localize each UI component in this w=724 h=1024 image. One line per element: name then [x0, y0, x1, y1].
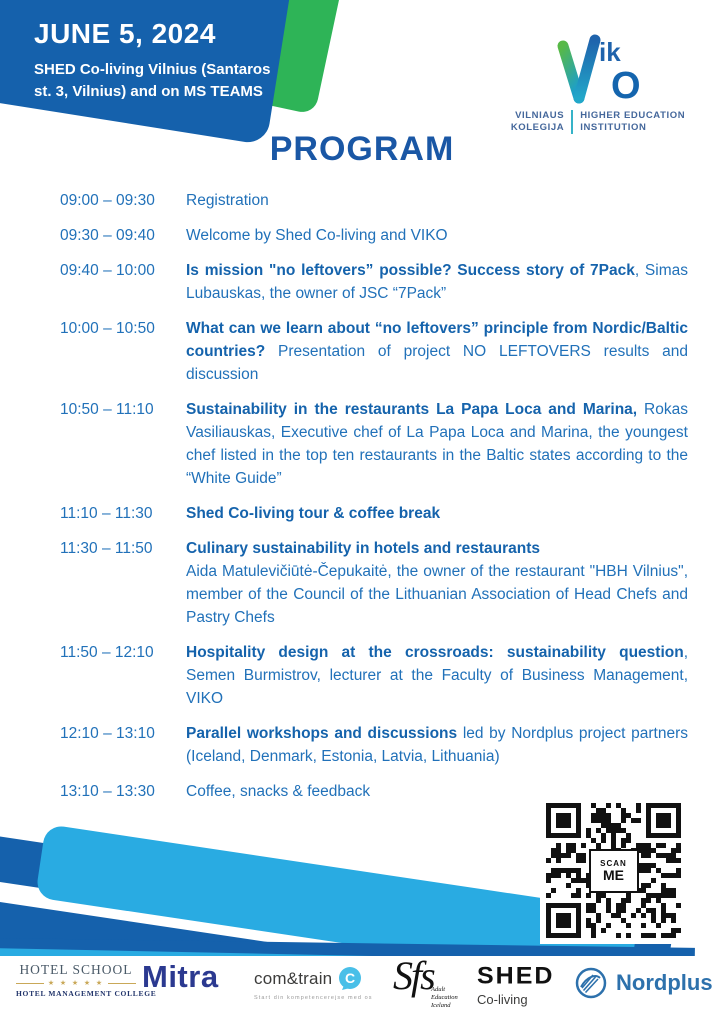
- event-location-line1: SHED Co-living Vilnius (Santaros: [34, 61, 271, 78]
- schedule-description: Shed Co-living tour & coffee break: [186, 505, 441, 522]
- viko-ik-letters: ik: [599, 37, 621, 67]
- schedule-description: Coffee, snacks & feedback: [186, 783, 371, 800]
- mitra-logo: Mitra: [142, 959, 219, 994]
- comtrain-tagline: Start din kompetencerejse med os: [254, 995, 373, 1001]
- viko-name-line2: KOLEGIJA: [510, 122, 565, 133]
- comtrain-bubble-icon: [336, 965, 364, 993]
- schedule-row: [60, 641, 688, 710]
- sfs-name: Sfs: [393, 953, 434, 998]
- schedule-row: [60, 398, 688, 490]
- viko-desc-line1: HIGHER EDUCATION: [580, 110, 686, 121]
- schedule-time: 09:30 – 09:40: [60, 227, 155, 244]
- hotel-school-rule-right: [108, 983, 136, 984]
- schedule-time: 10:50 – 11:10: [60, 401, 154, 418]
- schedule-description: What can we learn about “no leftovers” principle from Nordic/Baltic countries? Presentation of project NO LEFTOVERS results and discussion: [186, 320, 688, 383]
- hotel-school-name: HOTEL SCHOOL: [19, 962, 133, 977]
- event-date: JUNE 5, 2024: [34, 18, 216, 49]
- schedule-description: Welcome by Shed Co-living and VIKO: [186, 227, 448, 244]
- hotel-school-rule-left: [16, 983, 44, 984]
- event-location: [34, 59, 270, 103]
- partner-logos-bar: [0, 953, 724, 1024]
- schedule-description: Is mission "no leftovers” possible? Success story of 7Pack, Simas Lubauskas, the owner of JSC “7Pack”: [186, 262, 688, 302]
- viko-logo-icon: [523, 34, 673, 106]
- schedule-time: 11:30 – 11:50: [60, 540, 153, 557]
- nordplus-logo: [574, 966, 713, 1000]
- schedule-row: [60, 224, 688, 247]
- schedule-time: 09:00 – 09:30: [60, 192, 155, 209]
- viko-o-letter: O: [611, 65, 641, 106]
- schedule: [60, 189, 688, 815]
- schedule-row: [60, 317, 688, 386]
- schedule-time: 13:10 – 13:30: [60, 783, 155, 800]
- shed-name: SHED: [477, 962, 555, 990]
- page-title: PROGRAM: [269, 130, 455, 168]
- hotel-school-stars: ★ ★ ★ ★ ★: [47, 979, 105, 987]
- qr-label-me: ME: [603, 867, 624, 883]
- qr-label-scan: SCAN: [600, 859, 627, 868]
- schedule-row: [60, 537, 688, 629]
- hotel-school-logo: [16, 962, 157, 998]
- schedule-time: 11:50 – 12:10: [60, 644, 154, 661]
- schedule-row: [60, 502, 688, 525]
- qr-scan-me-label: [589, 849, 639, 893]
- sfs-logo: [393, 953, 473, 1009]
- schedule-row: [60, 259, 688, 305]
- schedule-row: [60, 189, 688, 212]
- schedule-description: Hospitality design at the crossroads: sustainability question, Semen Burmistrov, lecturer at the Faculty of Business Management, VIKO: [186, 644, 688, 707]
- nordplus-swan-icon: [574, 966, 608, 1000]
- comtrain-logo: [254, 965, 378, 1001]
- schedule-description: Sustainability in the restaurants La Papa Loca and Marina, Rokas Vasiliauskas, Executive chef of La Papa Loca and Marina, the youngest chef listed in the top ten restaurants in the Baltic states according to the “White Guide”: [186, 401, 688, 487]
- sfs-subtitle: Adult Education Iceland: [431, 986, 458, 1009]
- schedule-description: Registration: [186, 192, 269, 209]
- comtrain-name: com&train: [254, 969, 333, 988]
- shed-logo: [477, 962, 554, 1007]
- hotel-school-subtitle: HOTEL MANAGEMENT COLLEGE: [16, 989, 157, 998]
- schedule-time: 10:00 – 10:50: [60, 320, 155, 337]
- schedule-time: 12:10 – 13:10: [60, 725, 155, 742]
- header-banner: [34, 18, 270, 103]
- nordplus-name: Nordplus: [616, 970, 713, 995]
- schedule-description: Culinary sustainability in hotels and restaurants Aida Matulevičiūtė-Čepukaitė, the owner of the restaurant "HBH Vilnius", member of the Council of the Lithuanian Association of Head Chefs and Pastry Chefs: [186, 540, 688, 626]
- schedule-row: [60, 722, 688, 768]
- event-location-line2: st. 3, Vilnius) and on MS TEAMS: [34, 83, 263, 100]
- schedule-time: 09:40 – 10:00: [60, 262, 155, 279]
- schedule-time: 11:10 – 11:30: [60, 505, 153, 522]
- viko-desc-line2: INSTITUTION: [580, 122, 647, 133]
- shed-subtitle: Co-living: [477, 992, 528, 1007]
- viko-name-line1: VILNIAUS: [515, 110, 565, 121]
- qr-code: [540, 797, 687, 944]
- viko-logo: [498, 34, 698, 134]
- svg-text:C: C: [345, 970, 356, 986]
- schedule-description: Parallel workshops and discussions led by Nordplus project partners (Iceland, Denmark, Estonia, Latvia, Lithuania): [186, 725, 688, 765]
